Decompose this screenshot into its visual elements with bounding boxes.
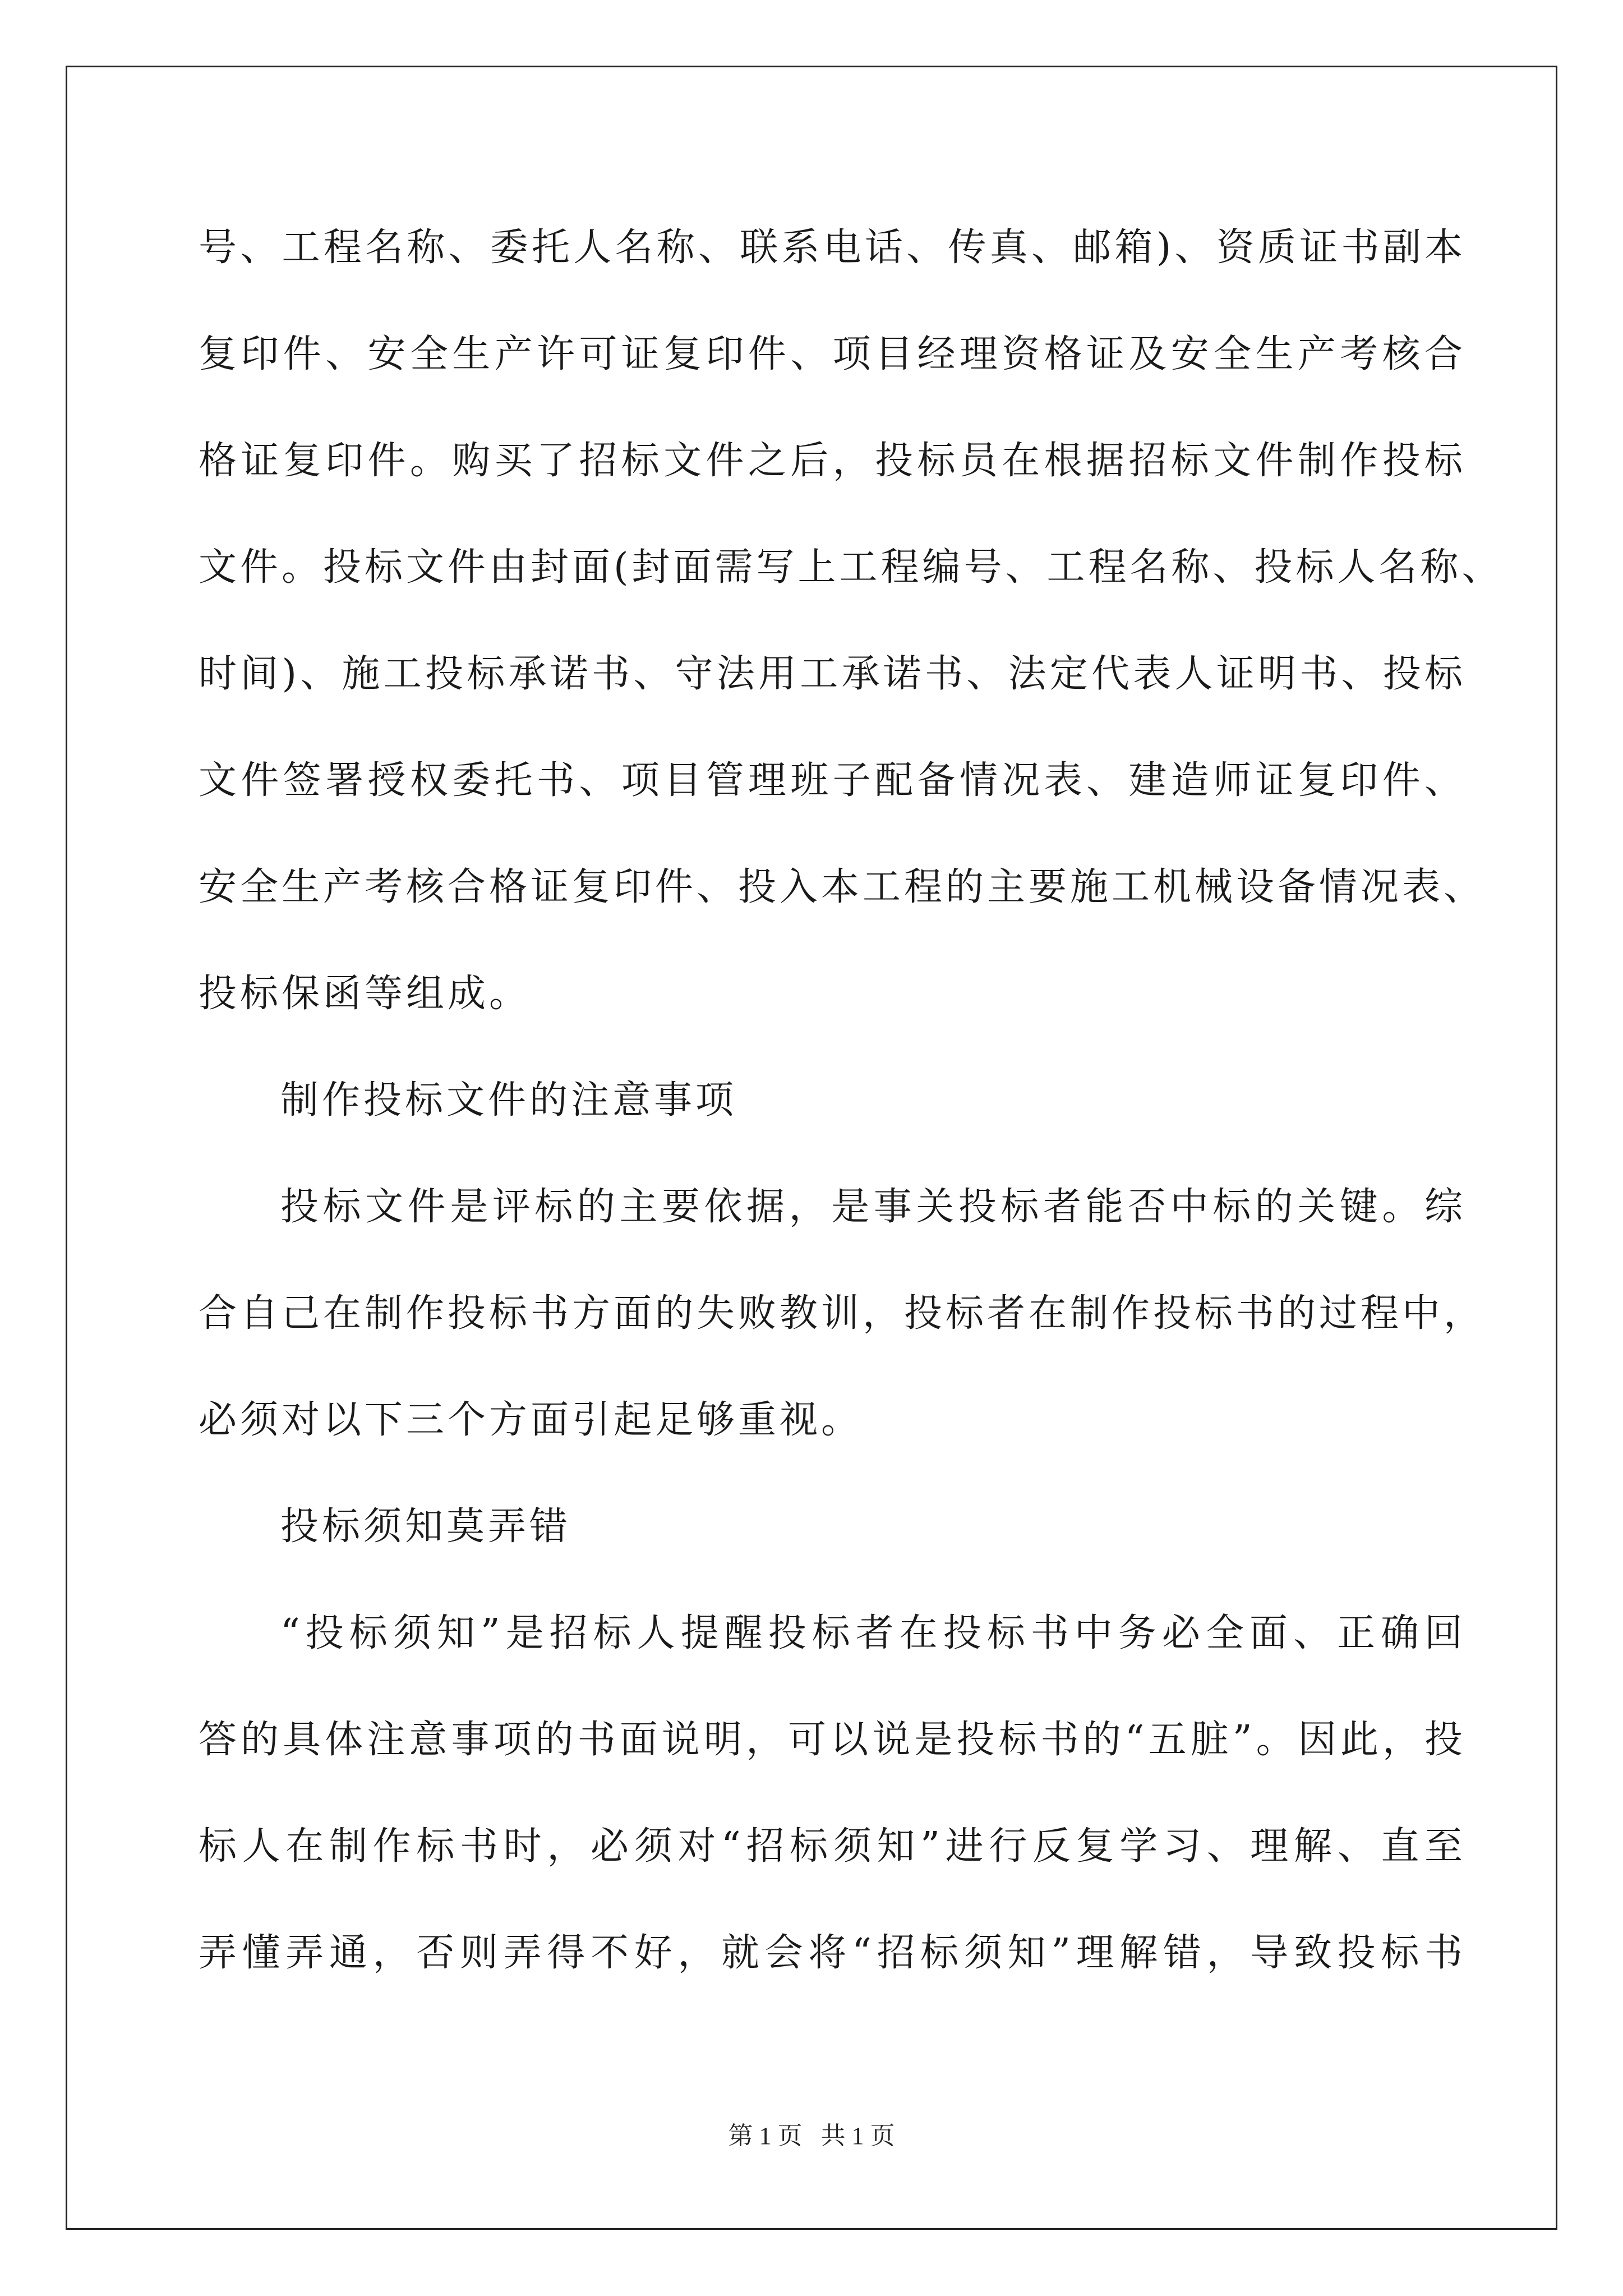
body-text-line: 投标文件是评标的主要依据，是事关投标者能否中标的关键。综 bbox=[280, 1185, 1466, 1229]
page-number-current: 第 1 页 bbox=[728, 2122, 803, 2150]
section-heading: 投标须知莫弄错 bbox=[280, 1504, 571, 1549]
page-border bbox=[66, 66, 1557, 2230]
body-text-line: 必须对以下三个方面引起足够重视。 bbox=[199, 1398, 863, 1442]
body-text-line: 合自己在制作投标书方面的失败教训，投标者在制作投标书的过程中， bbox=[199, 1291, 1486, 1336]
body-text-line: 复印件、安全生产许可证复印件、项目经理资格证及安全生产考核合 bbox=[199, 332, 1466, 376]
body-text-line: 时间)、施工投标承诺书、守法用工承诺书、法定代表人证明书、投标 bbox=[199, 652, 1466, 696]
body-text-line: 标人在制作标书时，必须对“招标须知”进行反复学习、理解、直至 bbox=[199, 1824, 1466, 1869]
body-text-line: 格证复印件。购买了招标文件之后，投标员在根据招标文件制作投标 bbox=[199, 439, 1466, 483]
body-text-line: 答的具体注意事项的书面说明，可以说是投标书的“五脏”。因此，投 bbox=[199, 1718, 1466, 1762]
body-text-line: “投标须知”是招标人提醒投标者在投标书中务必全面、正确回 bbox=[280, 1611, 1466, 1655]
body-text-line: 文件。投标文件由封面(封面需写上工程编号、工程名称、投标人名称、 bbox=[199, 545, 1504, 590]
body-text-line: 投标保函等组成。 bbox=[199, 972, 531, 1016]
page-number-total: 共 1 页 bbox=[820, 2122, 895, 2150]
page-footer bbox=[0, 2119, 1623, 2153]
body-text-line: 安全生产考核合格证复印件、投入本工程的主要施工机械设备情况表、 bbox=[199, 865, 1486, 909]
body-text-line: 文件签署授权委托书、项目管理班子配备情况表、建造师证复印件、 bbox=[199, 758, 1466, 803]
body-text-line: 号、工程名称、委托人名称、联系电话、传真、邮箱)、资质证书副本 bbox=[199, 226, 1466, 270]
body-text-line: 弄懂弄通，否则弄得不好，就会将“招标须知”理解错，导致投标书 bbox=[199, 1931, 1466, 1975]
section-heading: 制作投标文件的注意事项 bbox=[280, 1078, 737, 1122]
